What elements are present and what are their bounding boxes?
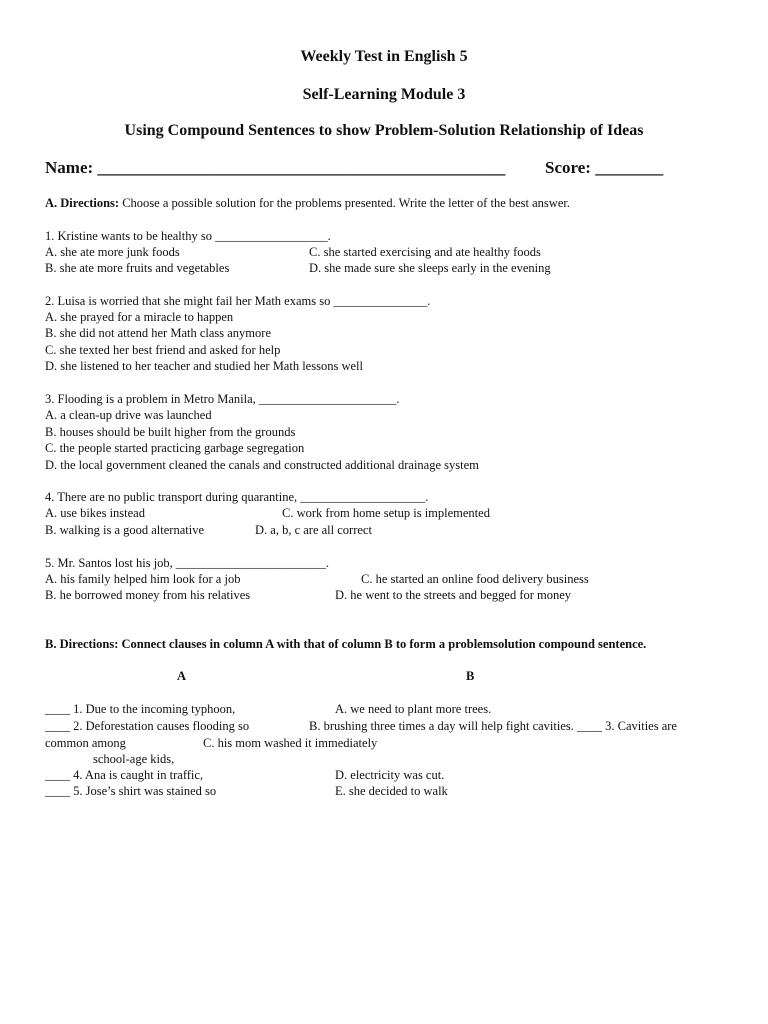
match-3-left: common among <box>45 736 126 750</box>
part-a-directions-text: Choose a possible solution for the problems presented. Write the letter of the best answer. <box>119 196 570 210</box>
item-2-option-b: B. she did not attend her Math class anymore <box>45 326 271 340</box>
item-5-option-c: C. he started an online food delivery business <box>361 572 589 586</box>
item-2-stem: 2. Luisa is worried that she might fail her Math exams so _______________. <box>45 294 431 308</box>
match-2-right: B. brushing three times a day will help fight cavities. ____ 3. Cavities are <box>309 719 677 733</box>
item-3-option-b: B. houses should be built higher from the grounds <box>45 425 296 439</box>
part-a-directions <box>45 195 570 211</box>
item-4-option-d: D. a, b, c are all correct <box>255 523 372 537</box>
item-4-stem: 4. There are no public transport during quarantine, ____________________. <box>45 490 429 504</box>
match-3-right: C. his mom washed it immediately <box>203 736 378 750</box>
item-1-option-c: C. she started exercising and ate healthy foods <box>309 245 541 259</box>
name-field: Name: ________________________________________________ <box>45 158 506 177</box>
part-b-directions: B. Directions: Connect clauses in column A with that of column B to form a problemsolution compound sentence. <box>45 637 647 651</box>
item-4-option-a: A. use bikes instead <box>45 506 145 520</box>
match-4-right: D. electricity was cut. <box>335 768 445 782</box>
match-1-left: ____ 1. Due to the incoming typhoon, <box>45 702 236 716</box>
item-5-option-a: A. his family helped him look for a job <box>45 572 241 586</box>
item-1-option-b: B. she ate more fruits and vegetables <box>45 261 230 275</box>
score-field: Score: ________ <box>545 158 664 177</box>
item-3-option-c: C. the people started practicing garbage segregation <box>45 441 305 455</box>
match-1-right: A. we need to plant more trees. <box>335 702 492 716</box>
item-3-stem: 3. Flooding is a problem in Metro Manila, ______________________. <box>45 392 400 406</box>
item-5-option-b: B. he borrowed money from his relatives <box>45 588 251 602</box>
match-5-right: E. she decided to walk <box>335 784 448 798</box>
column-a-header: A <box>177 669 187 683</box>
item-3-option-d: D. the local government cleaned the canals and constructed additional drainage system <box>45 458 479 472</box>
item-2-option-c: C. she texted her best friend and asked for help <box>45 343 281 357</box>
item-3-option-a: A. a clean-up drive was launched <box>45 408 212 422</box>
match-5-left: ____ 5. Jose’s shirt was stained so <box>45 784 217 798</box>
item-4-option-c: C. work from home setup is implemented <box>282 506 490 520</box>
item-4-option-b: B. walking is a good alternative <box>45 523 204 537</box>
item-5-stem: 5. Mr. Santos lost his job, ________________________. <box>45 556 330 570</box>
test-title: Weekly Test in English 5 <box>300 48 468 65</box>
item-5-option-d: D. he went to the streets and begged for money <box>335 588 572 602</box>
match-4-left: ____ 4. Ana is caught in traffic, <box>45 768 204 782</box>
item-2-option-a: A. she prayed for a miracle to happen <box>45 310 234 324</box>
match-2-left: ____ 2. Deforestation causes flooding so <box>45 719 250 733</box>
match-3-continuation: school-age kids, <box>93 752 175 766</box>
item-1-stem: 1. Kristine wants to be healthy so __________________. <box>45 229 331 243</box>
item-1-option-a: A. she ate more junk foods <box>45 245 180 259</box>
item-1-option-d: D. she made sure she sleeps early in the evening <box>309 261 551 275</box>
module-title: Self-Learning Module 3 <box>302 86 466 103</box>
part-a-directions-label: A. Directions: <box>45 196 120 210</box>
item-2-option-d: D. she listened to her teacher and studied her Math lessons well <box>45 359 363 373</box>
topic-title: Using Compound Sentences to show Problem-Solution Relationship of Ideas <box>124 122 644 139</box>
column-b-header: B <box>466 669 475 683</box>
